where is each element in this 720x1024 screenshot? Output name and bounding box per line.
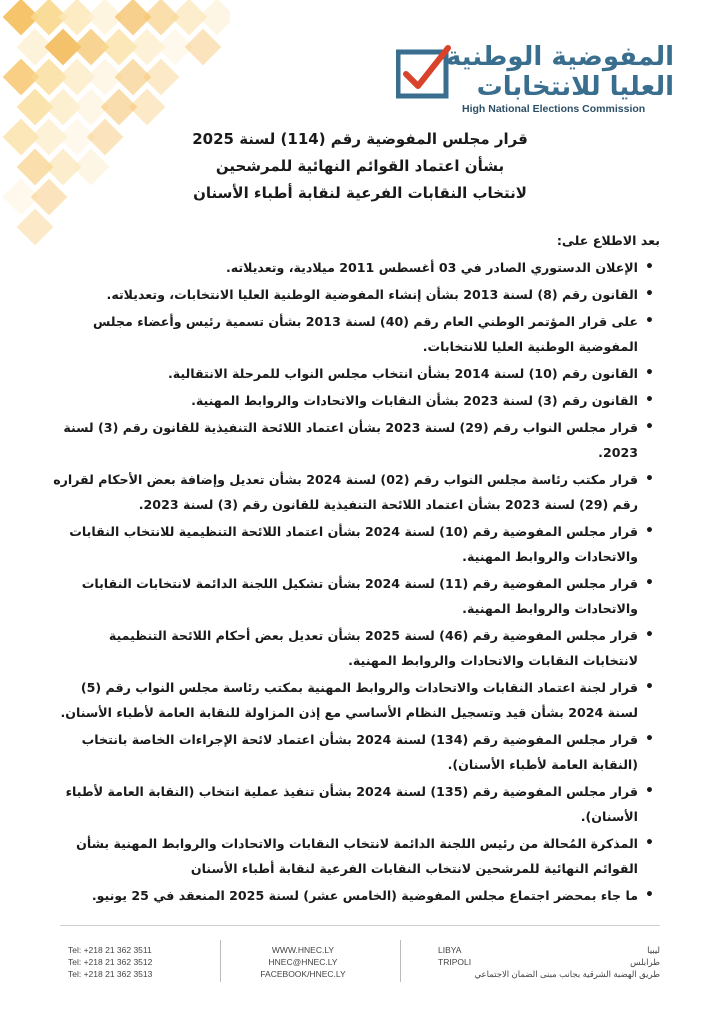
logo-english-name: High National Elections Commission — [462, 103, 646, 115]
title-line-3: لانتخاب النقابات الفرعية لنقابة أطباء الأسنان — [193, 184, 527, 202]
logo-arabic-line2: العليا للانتخابات — [476, 72, 674, 102]
logo-arabic-line1: المفوضية الوطنية — [445, 42, 674, 72]
list-item: • القانون رقم (10) لسنة 2014 بشأن انتخاب مجلس النواب للمرحلة الانتقالية. — [50, 361, 638, 386]
footer-address — [474, 944, 660, 980]
country-en: LIBYA — [438, 945, 462, 955]
list-item: • ما جاء بمحضر اجتماع مجلس المفوضية (الخامس عشر) لسنة 2025 المنعقد في 25 يونيو. — [50, 883, 638, 908]
list-item: • القانون رقم (8) لسنة 2013 بشأن إنشاء المفوضية الوطنية العليا الانتخابات، وتعديلاته. — [50, 282, 638, 307]
city-en: TRIPOLI — [438, 957, 472, 967]
list-item: • قرار مجلس المفوضية رقم (11) لسنة 2024 بشأن تشكيل اللجنة الدائمة لانتخابات النقابات والاتحادات والروابط المهنية. — [50, 571, 638, 621]
footer-separator — [220, 940, 221, 982]
city-ar: طرابلس — [630, 957, 660, 967]
intro-text: بعد الاطلاع على: — [556, 233, 660, 248]
decision-title — [120, 126, 600, 207]
footer-phones — [68, 944, 152, 980]
street-ar: طريق الهضبة الشرقية بجانب مبنى الضمان الاجتماعي — [474, 969, 660, 979]
list-item: • قرار مجلس المفوضية رقم (10) لسنة 2024 بشأن اعتماد اللائحة التنظيمية للانتخاب النقابات والاتحادات والروابط المهنية. — [50, 519, 638, 569]
facebook-link[interactable]: FACEBOOK/HNEC.LY — [260, 969, 346, 979]
country-ar: ليبيا — [647, 945, 660, 955]
list-item: • قرار مجلس النواب رقم (29) لسنة 2023 بشأن اعتماد اللائحة التنفيذية للقانون رقم (3) لسنة 2023. — [50, 415, 638, 465]
title-line-1: قرار مجلس المفوضية رقم (114) لسنة 2025 — [192, 130, 528, 148]
list-item: • قرار مجلس المفوضية رقم (135) لسنة 2024 بشأن تنفيذ عملية انتخاب (النقابة العامة لأطباء الأسنان). — [50, 779, 638, 829]
email-link[interactable]: HNEC@HNEC.LY — [268, 957, 338, 967]
ballot-check-icon — [396, 44, 452, 100]
footer-web — [258, 944, 348, 980]
footer-divider — [60, 925, 660, 926]
list-item: • قرار لجنة اعتماد النقابات والاتحادات والروابط المهنية بمكتب رئاسة مجلس النواب رقم (5) لسنة 2024 بشأن قيد وتسجيل النظام الأساسي مع إذن المزاولة للنقابة العامة لأطباء الأسنان. — [50, 675, 638, 725]
footer-city — [438, 944, 471, 968]
phone-2: Tel: +218 21 362 3512 — [68, 957, 153, 967]
list-item: • القانون رقم (3) لسنة 2023 بشأن النقابات والاتحادات والروابط المهنية. — [50, 388, 638, 413]
hnec-logo — [396, 40, 696, 120]
footer-separator — [400, 940, 401, 982]
list-item: • الإعلان الدستوري الصادر في 03 أغسطس 2011 ميلادية، وتعديلاته. — [50, 255, 638, 280]
references-list — [50, 255, 660, 908]
document-body — [50, 228, 660, 910]
list-item: • قرار مجلس المفوضية رقم (46) لسنة 2025 بشأن تعديل بعض أحكام اللائحة التنظيمية لانتخابات النقابات والاتحادات والروابط المهنية. — [50, 623, 638, 673]
list-item: • قرار مجلس المفوضية رقم (134) لسنة 2024 بشأن اعتماد لائحة الإجراءات الخاصة بانتخاب (النقابة العامة لأطباء الأسنان). — [50, 727, 638, 777]
website-link[interactable]: WWW.HNEC.LY — [271, 945, 335, 955]
list-item: • قرار مكتب رئاسة مجلس النواب رقم (02) لسنة 2024 بشأن تعديل وإضافة بعض الأحكام لقراره رقم (29) لسنة 2023 بشأن اعتماد اللائحة التنفيذية للقانون رقم (3) لسنة 2023. — [50, 467, 638, 517]
phone-1: Tel: +218 21 362 3511 — [68, 945, 152, 955]
phone-3: Tel: +218 21 362 3513 — [68, 969, 153, 979]
title-line-2: بشأن اعتماد القوائم النهائية للمرشحين — [215, 157, 505, 175]
list-item: • المذكرة المُحالة من رئيس اللجنة الدائمة لانتخاب النقابات والاتحادات والروابط المهنية بشأن القوائم النهائية للمرشحين لانتخاب النقابات الفرعية لنقابة أطباء الأسنان — [50, 831, 638, 881]
list-item: • على قرار المؤتمر الوطني العام رقم (40) لسنة 2013 بشأن تسمية رئيس وأعضاء مجلس المفوضية الوطنية العليا للانتخابات. — [50, 309, 638, 359]
